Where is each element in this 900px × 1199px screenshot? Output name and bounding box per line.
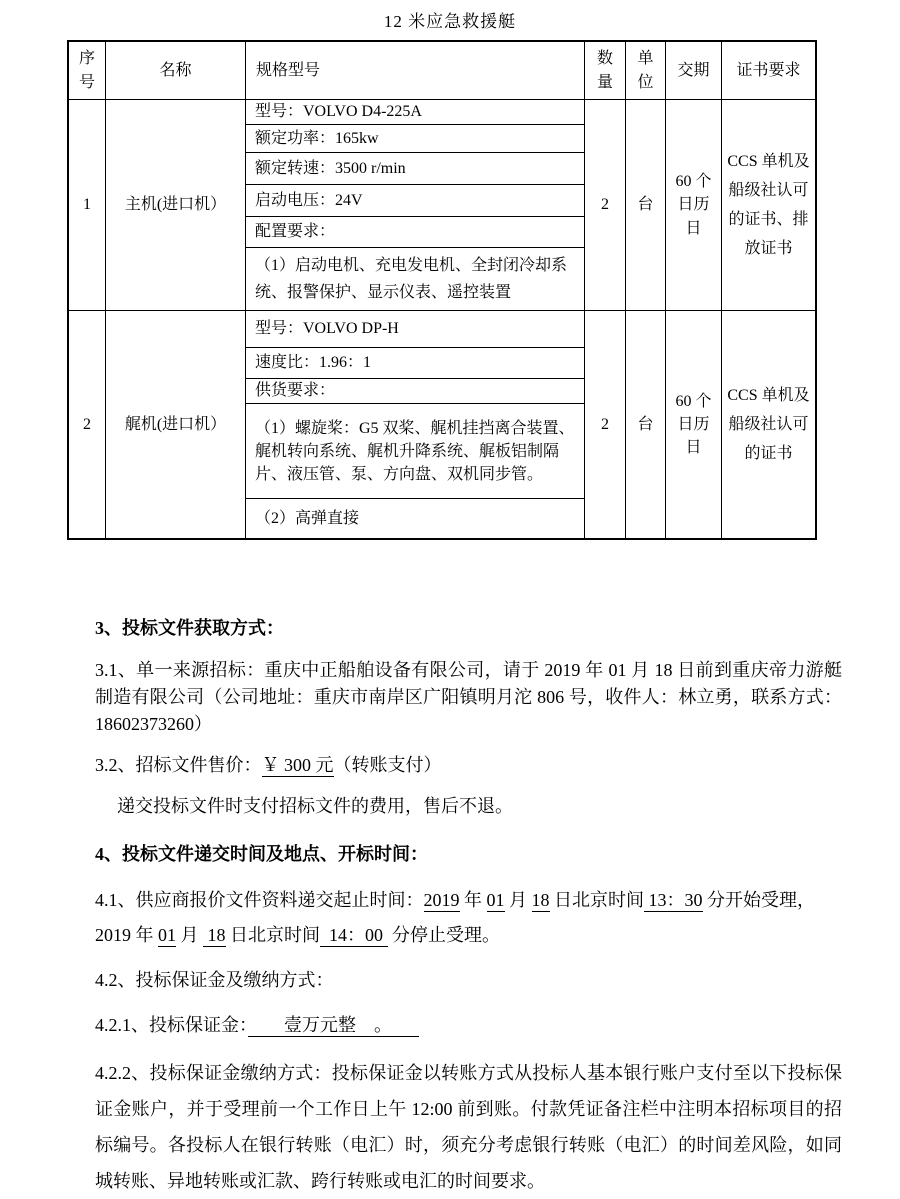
text-segment: 14：00: [320, 925, 388, 945]
cell-unit: 台: [626, 100, 666, 310]
spec-line: 配置要求：: [246, 217, 584, 248]
section-4-2-1-paragraph: [95, 1011, 842, 1037]
text-segment: 年: [459, 890, 487, 910]
text-segment: （转账支付）: [333, 755, 442, 775]
header-cell-unit: 单位: [626, 42, 666, 99]
spec-line: （2）高弹直接: [255, 509, 360, 527]
table-header-row: [69, 42, 815, 99]
text-segment: 3.2、招标文件售价：: [95, 755, 262, 775]
spec-table: [67, 40, 817, 540]
header-cell-qty: 数量: [585, 42, 626, 99]
cell-delivery: 60 个日历日: [666, 311, 722, 538]
section-4-2-2-paragraph: 4.2.2、投标保证金缴纳方式：投标保证金以转账方式从投标人基本银行账户支付至以下投标保证金账户，并于受理前一个工作日上午 12:00 前到账。付款凭证备注栏中注明本招标项目的招标编号。各投标人在银行转账（电汇）时，须充分考虑银行转账（电汇）的时间差风险，如同城转账、异地转账或汇款、跨行转账或电汇的时间要求。: [95, 1063, 842, 1191]
text-segment: 月: [504, 890, 532, 910]
table-row: [69, 310, 815, 538]
text-segment: 分停止受理。: [387, 925, 500, 945]
body-text: [95, 614, 842, 1199]
spec-line: （1）螺旋桨：G5 双桨、艉机挂挡离合装置、艉机转向系统、艉机升降系统、艉板铝制隔片、液压管、泵、方向盘、双机同步管。: [246, 404, 584, 499]
spec-line: 速度比：1.96：1: [246, 348, 584, 379]
cell-certificate: CCS 单机及船级社认可的证书、排放证书: [727, 153, 810, 257]
table-row: [69, 99, 815, 310]
text-segment: 2019 年: [95, 925, 158, 945]
cell-qty: 2: [585, 100, 626, 310]
cell-unit: 台: [626, 311, 666, 538]
spec-line: 额定功率：165kw: [246, 125, 584, 153]
cell-certificate: CCS 单机及船级社认可的证书: [727, 387, 810, 462]
section-3-1-paragraph: 3.1、单一来源招标：重庆中正船舶设备有限公司，请于 2019 年 01 月 18 日前到重庆帝力游艇制造有限公司（公司地址：重庆市南岸区广阳镇明月沱 806 号，收件人：林立勇，联系方式：18602373260）: [95, 660, 842, 734]
cell-qty: 2: [585, 311, 626, 538]
text-segment: 18: [203, 925, 226, 945]
section-4-2-paragraph: 4.2、投标保证金及缴纳方式：: [95, 970, 334, 990]
text-segment: 18: [531, 890, 550, 910]
spec-line: 额定转速：3500 r/min: [246, 153, 584, 185]
cell-seq: 1: [69, 100, 106, 310]
document-title: 12 米应急救援艇: [383, 12, 517, 31]
header-cell-seq: 序号: [69, 42, 106, 99]
section-3-2-note: 递交投标文件时支付招标文件的费用，售后不退。: [117, 796, 513, 816]
cell-seq: 2: [69, 311, 106, 538]
cell-name: 主机(进口机）: [106, 100, 246, 310]
cell-name: 艉机(进口机）: [106, 311, 246, 538]
spec-line: 型号：VOLVO DP-H: [246, 311, 584, 348]
cell-spec-list: [246, 311, 585, 538]
section-3-heading: 3、投标文件获取方式：: [95, 618, 284, 638]
header-cell-name: 名称: [106, 42, 246, 99]
text-segment: 4.1、供应商报价文件资料递交起止时间：: [95, 890, 424, 910]
text-segment: 2019: [423, 890, 460, 910]
text-segment: 01: [486, 890, 505, 910]
text-segment: 13：30: [644, 890, 703, 910]
text-segment: 4.2.1、投标保证金：: [95, 1015, 248, 1035]
cell-delivery: 60 个日历日: [666, 100, 722, 310]
header-cell-certificate: 证书要求: [736, 62, 801, 79]
text-segment: 分开始受理，: [702, 890, 815, 910]
text-segment: 日北京时间: [549, 890, 644, 910]
spec-line: 供货要求：: [246, 379, 584, 404]
text-segment: 日北京时间: [225, 925, 320, 945]
text-segment: 月: [176, 925, 203, 945]
text-segment: ￥ 300 元: [261, 755, 334, 775]
document-page: [0, 7, 900, 1199]
section-3-2-paragraph: [95, 751, 842, 777]
section-4-1-line2: [95, 918, 842, 953]
text-segment: 01: [158, 925, 176, 945]
text-segment: 壹万元整 。: [248, 1015, 419, 1035]
section-4-1-line1: [95, 883, 842, 918]
section-4-heading: 4、投标文件递交时间及地点、开标时间：: [95, 844, 428, 864]
spec-line: 型号：VOLVO D4-225A: [246, 100, 584, 125]
spec-line: （1）启动电机、充电发电机、全封闭冷却系统、报警保护、显示仪表、遥控装置: [255, 257, 568, 301]
cell-spec-list: [246, 100, 585, 310]
spec-line: 启动电压：24V: [246, 185, 584, 217]
header-cell-spec: 规格型号: [246, 42, 585, 99]
header-cell-delivery: 交期: [666, 42, 722, 99]
